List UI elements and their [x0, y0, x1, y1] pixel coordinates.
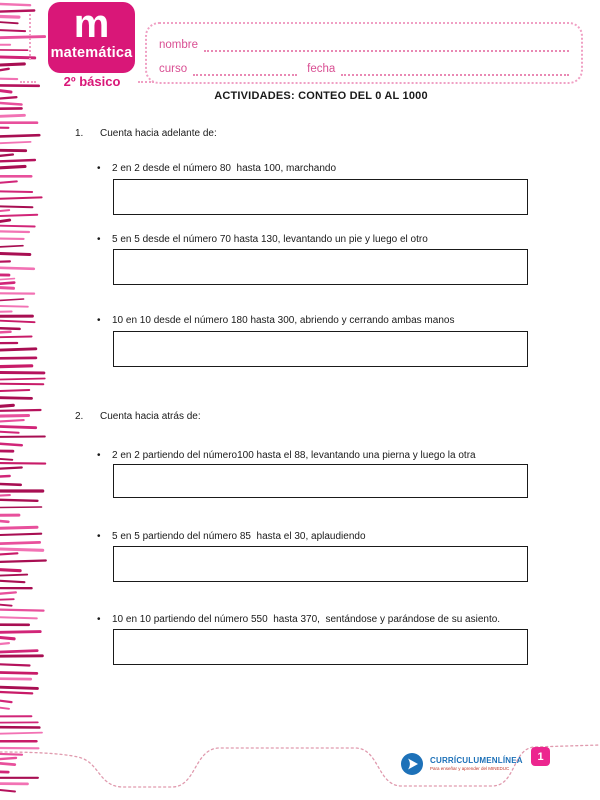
answer-box[interactable] — [113, 179, 528, 215]
bullet-icon: • — [97, 163, 101, 174]
brand-tagline: Para enseñar y aprender del MINEDUC — [430, 765, 510, 771]
bullet-icon: • — [97, 450, 101, 461]
bullet-icon: • — [97, 315, 101, 326]
curso-input-line[interactable] — [193, 60, 297, 76]
answer-box[interactable] — [113, 629, 528, 665]
section-1-heading — [75, 128, 217, 139]
section-number: 1. — [75, 128, 84, 139]
curso-label: curso — [159, 63, 188, 75]
exercise-instruction: 2 en 2 desde el número 80 hasta 100, marchando — [112, 163, 337, 174]
exercise-item — [97, 614, 500, 625]
exercise-item — [97, 163, 336, 174]
answer-box[interactable] — [113, 464, 528, 498]
answer-box[interactable] — [113, 249, 528, 285]
nombre-input-line[interactable] — [204, 36, 569, 52]
dotted-divider — [20, 81, 36, 83]
matematica-logo — [48, 2, 135, 73]
section-number: 2. — [75, 411, 84, 422]
logo-subject-label: matemática — [50, 45, 133, 61]
nombre-row — [159, 28, 569, 52]
answer-box[interactable] — [113, 546, 528, 582]
exercise-instruction: 10 en 10 partiendo del número 550 hasta 370, sentándose y parándose de su asiento. — [112, 614, 501, 625]
exercise-item — [97, 315, 454, 326]
bullet-icon: • — [97, 614, 101, 625]
exercise-item — [97, 234, 428, 245]
exercise-instruction: 2 en 2 partiendo del número100 hasta el 88, levantando una pierna y luego la otra — [112, 450, 476, 461]
grade-label: 2º básico — [63, 74, 121, 89]
exercise-instruction: 5 en 5 partiendo del número 85 hasta el 30, aplaudiendo — [112, 531, 366, 542]
curriculum-en-linea-logo — [400, 752, 523, 776]
page-title: ACTIVIDADES: CONTEO DEL 0 AL 1000 — [214, 90, 428, 102]
bullet-icon: • — [97, 531, 101, 542]
page-number-badge: 1 — [531, 747, 550, 766]
answer-box[interactable] — [113, 331, 528, 367]
section-heading-text: Cuenta hacia adelante de: — [100, 128, 217, 139]
nombre-label: nombre — [159, 39, 198, 51]
exercise-instruction: 5 en 5 desde el número 70 hasta 130, levantando un pie y luego el otro — [112, 234, 428, 245]
exercise-item — [97, 450, 476, 461]
play-arrow-icon — [400, 752, 424, 776]
logo-m-letter: m — [73, 2, 110, 46]
curso-fecha-row — [159, 52, 569, 76]
section-heading-text: Cuenta hacia atrás de: — [100, 411, 201, 422]
bullet-icon: • — [97, 234, 101, 245]
student-info-box — [145, 22, 583, 84]
exercise-item — [97, 531, 366, 542]
fecha-label: fecha — [307, 63, 336, 75]
fecha-input-line[interactable] — [341, 60, 569, 76]
notebook-edge-decoration — [0, 0, 52, 800]
brand-name: CURRÍCULUMENLÍNEA — [430, 756, 523, 765]
exercise-instruction: 10 en 10 desde el número 180 hasta 300, abriendo y cerrando ambas manos — [112, 315, 455, 326]
dotted-divider — [29, 14, 31, 60]
section-2-heading — [75, 411, 201, 422]
